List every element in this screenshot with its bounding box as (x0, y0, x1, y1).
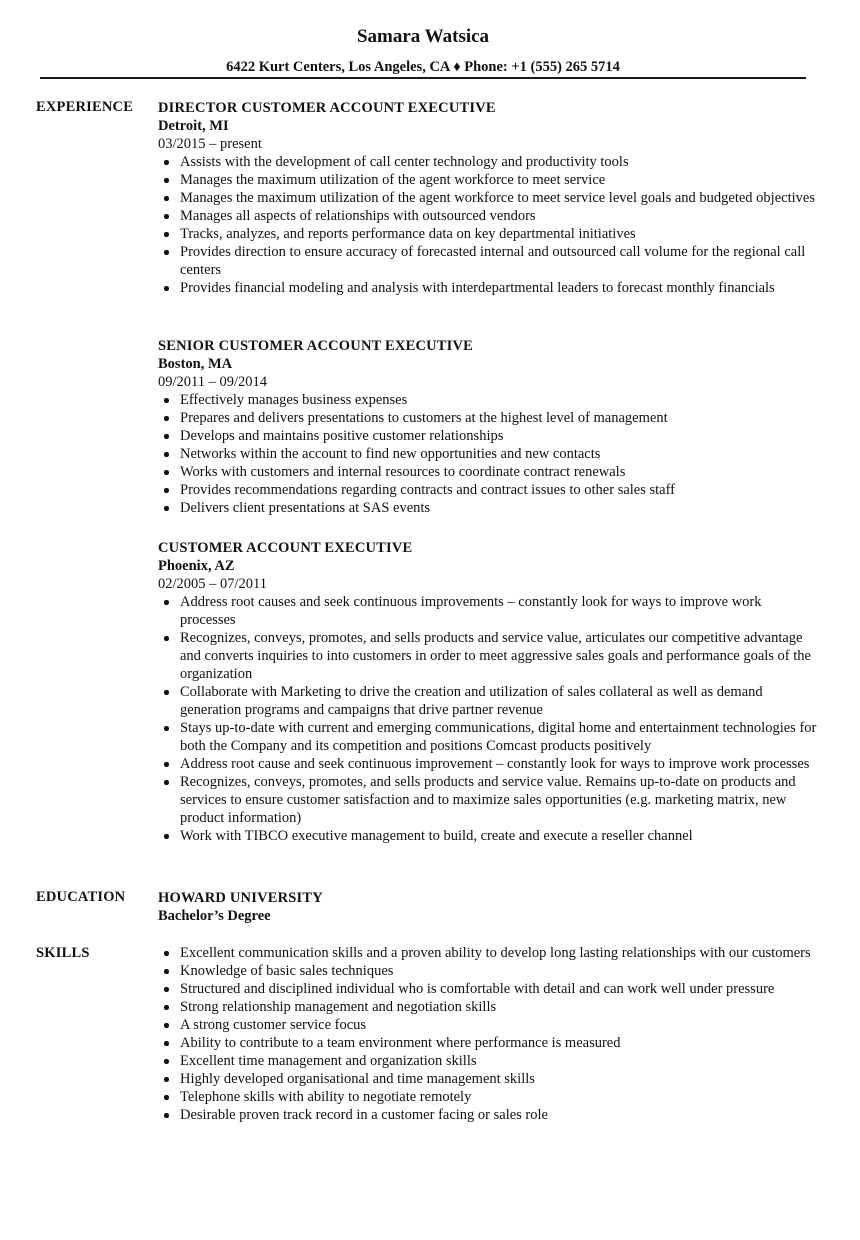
list-item: Tracks, analyzes, and reports performance data on key departmental initiatives (158, 225, 818, 243)
list-item: Knowledge of basic sales techniques (158, 962, 818, 980)
list-item: Work with TIBCO executive management to build, create and execute a reseller channel (158, 827, 818, 845)
list-item: Works with customers and internal resources to coordinate contract renewals (158, 463, 818, 481)
list-item: Networks within the account to find new opportunities and new contacts (158, 445, 818, 463)
list-item: Manages the maximum utilization of the agent workforce to meet service level goals and budgeted objectives (158, 189, 818, 207)
list-item: A strong customer service focus (158, 1016, 818, 1034)
list-item: Structured and disciplined individual who is comfortable with detail and can work well under pressure (158, 980, 818, 998)
list-item: Develops and maintains positive customer relationships (158, 427, 818, 445)
list-item: Stays up-to-date with current and emerging communications, digital home and entertainment technologies for both the Company and its competition and positions Comcast products positively (158, 719, 818, 755)
degree: Bachelor’s Degree (158, 908, 271, 924)
job-title: SENIOR CUSTOMER ACCOUNT EXECUTIVE (158, 338, 474, 354)
job-entry (158, 99, 818, 297)
list-item: Provides direction to ensure accuracy of forecasted internal and outsourced call volume for the regional call centers (158, 243, 818, 279)
list-item: Provides financial modeling and analysis with interdepartmental leaders to forecast monthly financials (158, 279, 818, 297)
list-item: Recognizes, conveys, promotes, and sells products and service value. Remains up-to-date on products and services to ensure customer satisfaction and to maximize sales opportunities (e.g. marketing matrix, new product information) (158, 773, 818, 827)
job-bullet-list (158, 153, 818, 297)
list-item: Provides recommendations regarding contracts and contract issues to other sales staff (158, 481, 818, 499)
job-title: DIRECTOR CUSTOMER ACCOUNT EXECUTIVE (158, 100, 496, 116)
job-bullet-list (158, 391, 818, 517)
list-item: Manages all aspects of relationships with outsourced vendors (158, 207, 818, 225)
list-item: Manages the maximum utilization of the agent workforce to meet service (158, 171, 818, 189)
list-item: Prepares and delivers presentations to customers at the highest level of management (158, 409, 818, 427)
job-dates: 09/2011 – 09/2014 (158, 374, 268, 390)
job-location: Phoenix, AZ (158, 558, 235, 574)
job-dates: 02/2005 – 07/2011 (158, 576, 268, 592)
list-item: Excellent time management and organization skills (158, 1052, 818, 1070)
skills-section-label: SKILLS (36, 945, 90, 961)
job-location: Boston, MA (158, 356, 233, 372)
list-item: Telephone skills with ability to negotiate remotely (158, 1088, 818, 1106)
list-item: Ability to contribute to a team environment where performance is measured (158, 1034, 818, 1052)
header-divider (40, 77, 806, 79)
list-item: Assists with the development of call center technology and productivity tools (158, 153, 818, 171)
skills-entry (158, 944, 818, 1124)
job-location: Detroit, MI (158, 118, 229, 134)
list-item: Recognizes, conveys, promotes, and sells products and service value, articulates our competitive advantage and converts inquiries to into customers in order to meet aggressive sales goals and performance goals of the organization (158, 629, 818, 683)
list-item: Address root causes and seek continuous improvements – constantly look for ways to improve work processes (158, 593, 818, 629)
job-dates: 03/2015 – present (158, 136, 262, 152)
school-name: HOWARD UNIVERSITY (158, 890, 323, 906)
job-entry (158, 539, 818, 845)
experience-section-label: EXPERIENCE (36, 99, 134, 115)
list-item: Address root cause and seek continuous improvement – constantly look for ways to improve work processes (158, 755, 818, 773)
job-title: CUSTOMER ACCOUNT EXECUTIVE (158, 540, 413, 556)
list-item: Collaborate with Marketing to drive the creation and utilization of sales collateral as well as demand generation programs and campaigns that drive partner revenue (158, 683, 818, 719)
list-item: Highly developed organisational and time management skills (158, 1070, 818, 1088)
education-section-label: EDUCATION (36, 889, 126, 905)
job-bullet-list (158, 593, 818, 845)
skills-list (158, 944, 818, 1124)
job-entry (158, 337, 818, 517)
list-item: Delivers client presentations at SAS events (158, 499, 818, 517)
list-item: Effectively manages business expenses (158, 391, 818, 409)
candidate-name: Samara Watsica (356, 26, 490, 47)
list-item: Strong relationship management and negotiation skills (158, 998, 818, 1016)
list-item: Excellent communication skills and a proven ability to develop long lasting relationships with our customers (158, 944, 818, 962)
education-entry (158, 889, 818, 925)
contact-line: 6422 Kurt Centers, Los Angeles, CA ♦ Phone: +1 (555) 265 5714 (226, 59, 620, 75)
list-item: Desirable proven track record in a customer facing or sales role (158, 1106, 818, 1124)
